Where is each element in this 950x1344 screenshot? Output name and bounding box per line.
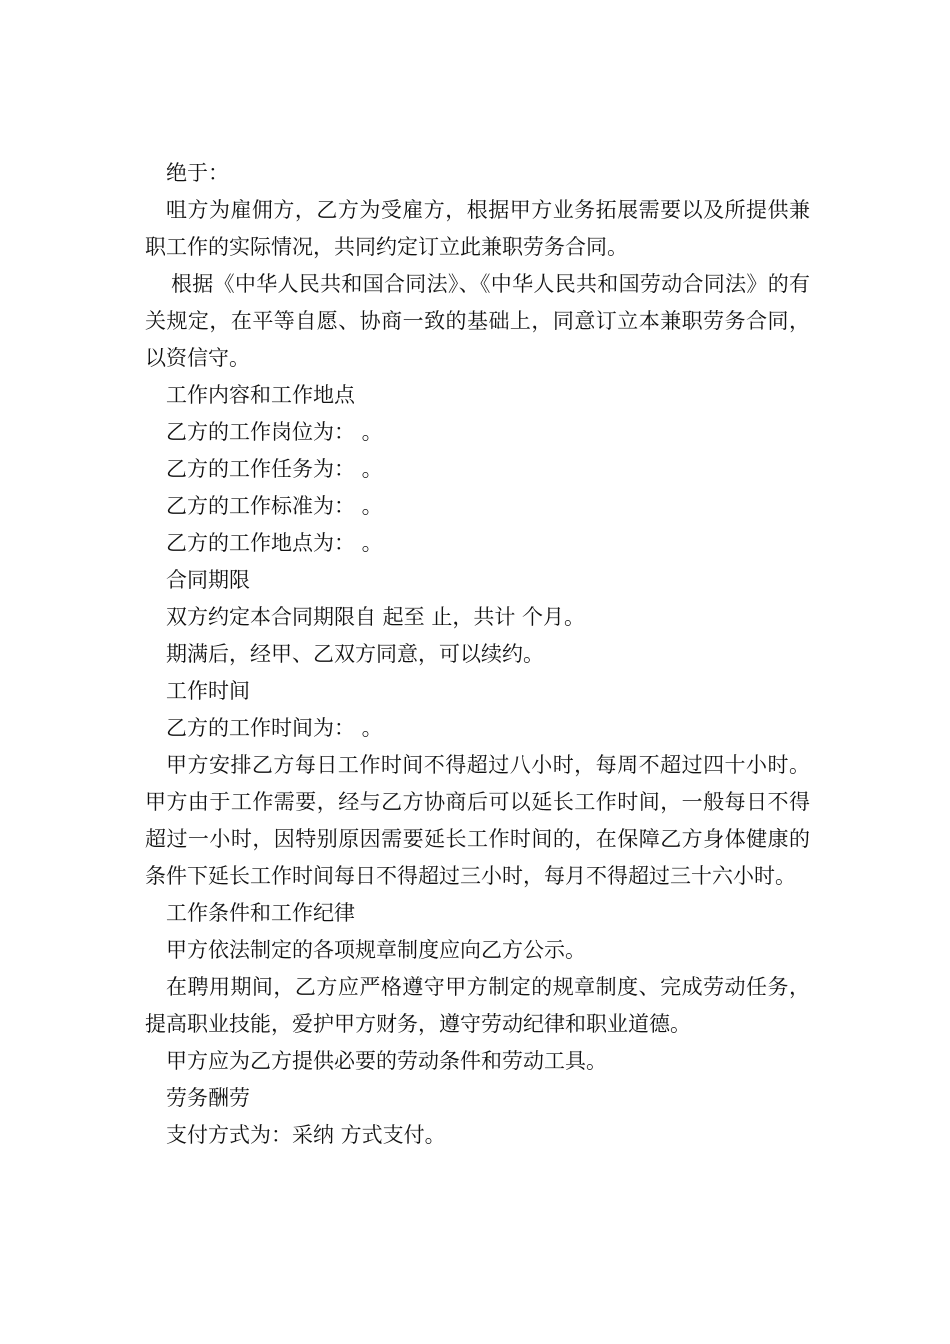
paragraph-overtime: 甲方安排乙方每日工作时间不得超过八小时，每周不超过四十小时。甲方由于工作需要，经与乙方协商后可以延长工作时间，一般每日不得超过一小时，因特别原因需要延长工作时间的，在保障乙方身体健康的条件下延长工作时间每日不得超过三小时，每月不得超过三十六小时。 xyxy=(145,753,810,888)
paragraph-parties: 咀方为雇佣方，乙方为受雇方，根据甲方业务拓展需要以及所提供兼职工作的实际情况，共同约定订立此兼职劳务合同。 xyxy=(145,198,810,259)
paragraph-job-standard: 乙方的工作标准为： 。 xyxy=(166,494,383,518)
paragraph-salutation: 绝于： xyxy=(166,161,229,185)
paragraph-payment-method: 支付方式为：采纳 方式支付。 xyxy=(166,1123,446,1147)
section-heading-remuneration: 劳务酬劳 xyxy=(166,1086,250,1110)
section-heading-work-content: 工作内容和工作地点 xyxy=(166,383,355,407)
document-body xyxy=(145,155,810,1154)
paragraph-legal-basis: 根据《中华人民共和国合同法》、《中华人民共和国劳动合同法》的有关规定，在平等自愿、协商一致的基础上，同意订立本兼职劳务合同，以资信守。 xyxy=(145,272,810,370)
paragraph-job-location: 乙方的工作地点为： 。 xyxy=(166,531,383,555)
paragraph-job-task: 乙方的工作任务为： 。 xyxy=(166,457,383,481)
paragraph-employer-provision: 甲方应为乙方提供必要的劳动条件和劳动工具。 xyxy=(166,1049,607,1073)
paragraph-term-period: 双方约定本合同期限自 起至 止，共计 个月。 xyxy=(166,605,586,629)
section-heading-work-hours: 工作时间 xyxy=(166,679,250,703)
paragraph-employee-obligations: 在聘用期间，乙方应严格遵守甲方制定的规章制度、完成劳动任务，提高职业技能，爱护甲方财务，遵守劳动纪律和职业道德。 xyxy=(145,975,810,1036)
paragraph-renewal: 期满后，经甲、乙双方同意，可以续约。 xyxy=(166,642,544,666)
section-heading-contract-term: 合同期限 xyxy=(166,568,250,592)
paragraph-job-position: 乙方的工作岗位为： 。 xyxy=(166,420,383,444)
section-heading-conditions-discipline: 工作条件和工作纪律 xyxy=(166,901,355,925)
paragraph-work-hours: 乙方的工作时间为： 。 xyxy=(166,716,383,740)
paragraph-rules-publication: 甲方依法制定的各项规章制度应向乙方公示。 xyxy=(166,938,586,962)
